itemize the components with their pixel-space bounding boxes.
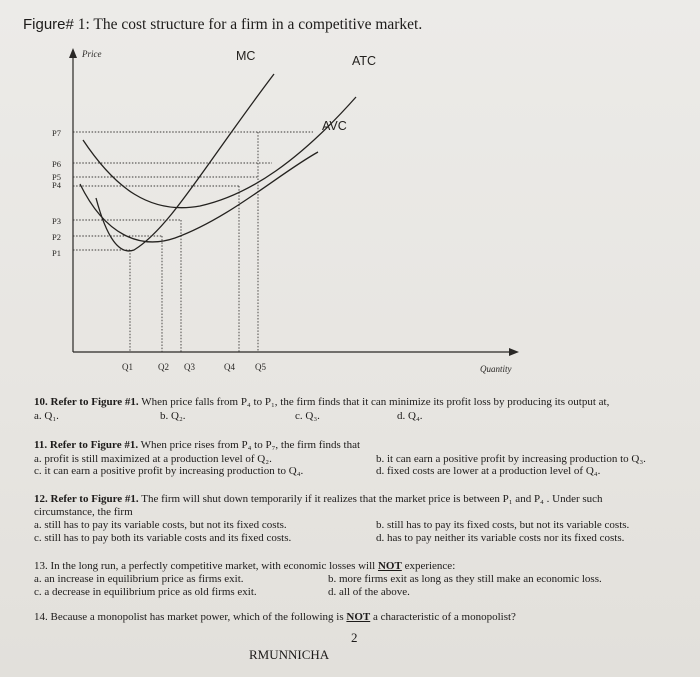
atc-label: ATC [352,54,377,68]
y-axis-arrow [69,48,77,58]
q11-option-d: d. fixed costs are lower at a production level of Q₄. [376,465,601,477]
q14-text-post: a characteristic of a monopolist? [372,611,516,623]
q10-ref: Refer to Figure #1. [50,396,139,408]
q13-option-b: b. more firms exit as long as they still make an economic loss. [328,573,602,585]
x-axis-arrow [509,348,519,356]
q13-not: NOT [377,560,402,572]
q11-number: 11. [34,439,48,451]
q12-option-c: c. still has to pay both its variable costs and its fixed costs. [34,532,292,544]
q12-text: The firm will shut down temporarily if it realizes that the market price is between P₁ and P₄ . Under such [141,493,603,505]
q14-text-pre: 14. Because a monopolist has market power, which of the following is [34,611,344,623]
question-10 [34,397,609,408]
q11-option-a: a. profit is still maximized at a production level of Q₂. [34,453,272,465]
x-axis-label: Quantity [480,364,512,374]
avc-label: AVC [322,119,347,133]
y-axis-label: Price [82,49,102,59]
q13-text-pre: 13. In the long run, a perfectly competitive market, with economic losses will [34,560,376,572]
tick-q1: Q1 [122,362,133,372]
q12-ref: Refer to Figure #1. [50,493,139,505]
tick-p7: P7 [52,128,61,138]
figure-number: 1: [77,16,90,33]
q10-number: 10. [34,396,48,408]
tick-q5: Q5 [255,362,266,372]
mc-curve [96,74,274,251]
tick-p4: P4 [52,180,61,190]
tick-p3: P3 [52,216,61,226]
q10-text: When price falls from P₄ to P₁, the firm finds that it can minimize its profit loss by producing its output at, [141,396,610,408]
q14-not: NOT [346,611,371,623]
q12-option-b: b. still has to pay its fixed costs, but not its variable costs. [376,519,630,531]
tick-q2: Q2 [158,362,169,372]
q13-option-a: a. an increase in equilibrium price as firms exit. [34,573,244,585]
tick-p6: P6 [52,159,61,169]
tick-q4: Q4 [224,362,235,372]
q13-option-d: d. all of the above. [328,586,410,598]
q10-option-c: c. Q₃. [295,410,320,422]
question-13 [34,561,455,572]
q12-number: 12. [34,493,48,505]
q12-text-cont: circumstance, the firm [34,506,133,518]
mc-label: MC [236,49,256,63]
page-number: 2 [351,630,358,645]
tick-q3: Q3 [184,362,195,372]
q13-text-post: experience: [404,560,456,572]
question-11 [34,440,360,451]
figure-caption: The cost structure for a firm in a competitive market. [93,16,423,33]
q10-option-b: b. Q₂. [160,410,186,422]
tick-p5: P5 [52,172,61,182]
q12-option-d: d. has to pay neither its variable costs nor its fixed costs. [376,532,625,544]
q11-text: When price rises from P₄ to P₇, the firm finds that [140,439,361,451]
footer-name: RMUNNICHA [249,647,330,662]
tick-p1: P1 [52,248,61,258]
q13-option-c: c. a decrease in equilibrium price as old firms exit. [34,586,257,598]
q11-ref: Refer to Figure #1. [49,439,139,451]
q11-option-c: c. it can earn a positive profit by increasing production to Q₄. [34,465,304,477]
tick-p2: P2 [52,232,61,242]
q12-option-a: a. still has to pay its variable costs, but not its fixed costs. [34,519,287,531]
question-14 [34,612,516,623]
atc-curve [83,97,356,208]
figure-label: Figure# [23,16,74,33]
q10-option-a: a. Q₁. [34,410,59,422]
q11-option-b: b. it can earn a positive profit by increasing production to Q₃. [376,453,646,465]
q10-option-d: d. Q₄. [397,410,423,422]
question-12 [34,494,603,505]
